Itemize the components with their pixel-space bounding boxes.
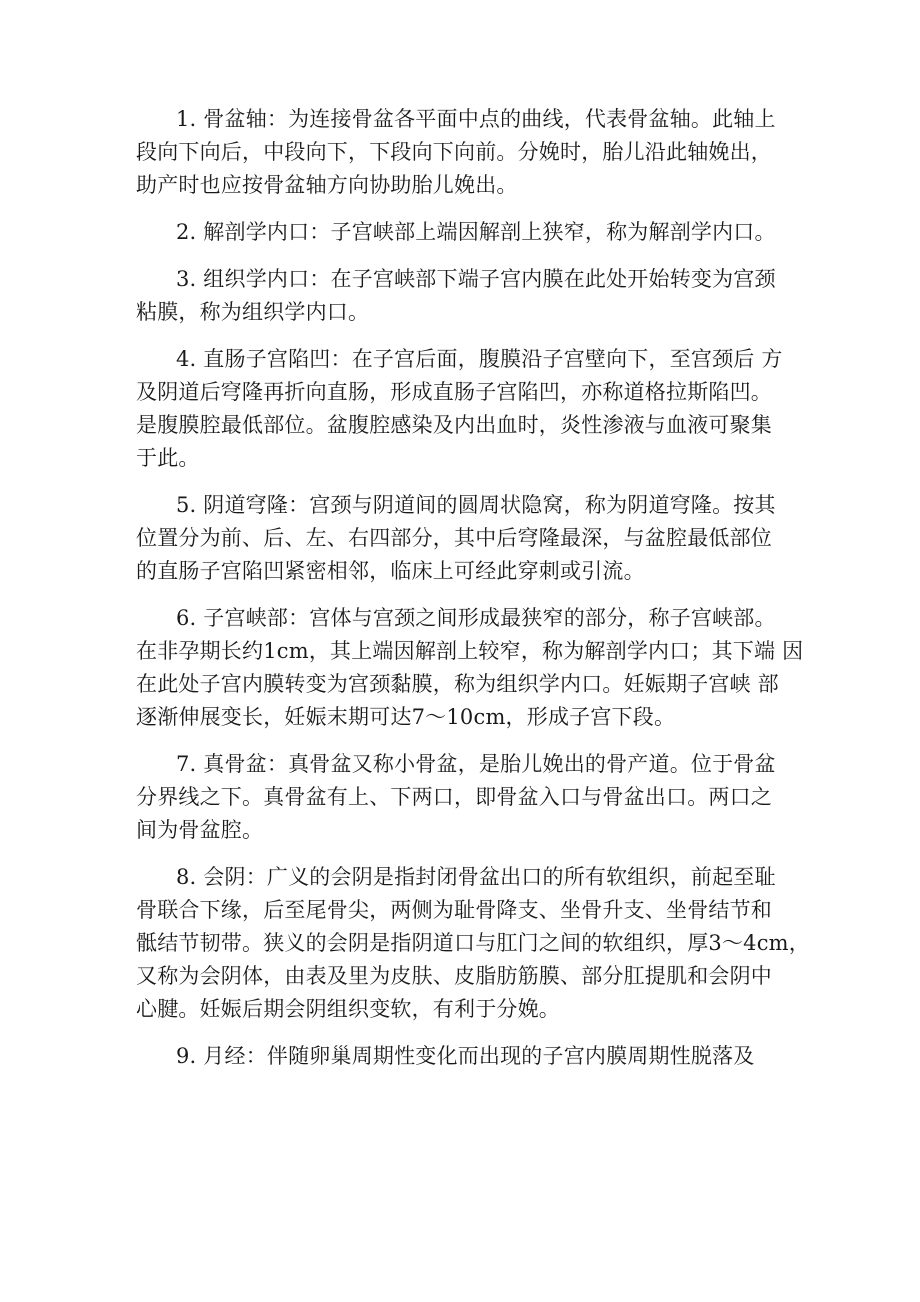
text-line: 7. 真骨盆：真骨盆又称小骨盆，是胎儿娩出的骨产道。位于骨盆: [176, 752, 776, 776]
text-line: 助产时也应按骨盆轴方向协助胎儿娩出。: [136, 173, 518, 197]
paragraph-7: [136, 748, 800, 847]
paragraph-2: [136, 216, 800, 249]
paragraph-6: [136, 602, 804, 734]
text-line: 逐渐伸展变长，妊娠末期可达7〜10cm，形成子宫下段。: [136, 705, 676, 729]
text-line: 粘膜，称为组织学内口。: [136, 300, 370, 324]
text-line: 是腹膜腔最低部位。盆腹腔感染及内出血时，炎性渗液与血液可聚集: [136, 413, 772, 437]
text-line: 于此。: [136, 446, 200, 470]
text-line: 8. 会阴：广义的会阴是指封闭骨盆出口的所有软组织，前起至耻: [176, 865, 776, 889]
text-line: 在此处子宫内膜转变为宫颈黏膜，称为组织学内口。妊娠期子宫峡 部: [136, 672, 779, 696]
text-line: 的直肠子宫陷凹紧密相邻，临床上可经此穿刺或引流。: [136, 559, 645, 583]
text-line: 9. 月经：伴随卵巢周期性变化而出现的子宫内膜周期性脱落及: [176, 1044, 755, 1068]
document-body: [136, 103, 810, 1087]
text-line: 在非孕期长约1cm，其上端因解剖上较窄，称为解剖学内口；其下端 因: [136, 639, 804, 663]
text-line: 段向下向后，中段向下，下段向下向前。分娩时，胎儿沿此轴娩出，: [136, 140, 772, 164]
paragraph-5: [136, 489, 800, 588]
text-line: 又称为会阴体，由表及里为皮肤、皮脂肪筋膜、部分肛提肌和会阴中: [136, 964, 772, 988]
text-line: 间为骨盆腔。: [136, 818, 264, 842]
paragraph-8: [136, 861, 810, 1026]
text-line: 心腱。妊娠后期会阴组织变软，有利于分娩。: [136, 997, 560, 1021]
paragraph-3: [136, 263, 800, 329]
text-line: 分界线之下。真骨盆有上、下两口，即骨盆入口与骨盆出口。两口之: [136, 785, 772, 809]
text-line: 及阴道后穹隆再折向直肠，形成直肠子宫陷凹，亦称道格拉斯陷凹。: [136, 380, 772, 404]
text-line: 骶结节韧带。狭义的会阴是指阴道口与肛门之间的软组织，厚3〜4cm，: [136, 931, 810, 955]
text-line: 3. 组织学内口：在子宫峡部下端子宫内膜在此处开始转变为宫颈: [176, 267, 776, 291]
text-line: 骨联合下缘，后至尾骨尖，两侧为耻骨降支、坐骨升支、坐骨结节和: [136, 898, 772, 922]
text-line: 5. 阴道穹隆：宫颈与阴道间的圆周状隐窝，称为阴道穹隆。按其: [176, 493, 776, 517]
text-line: 位置分为前、后、左、右四部分，其中后穹隆最深，与盆腔最低部位: [136, 526, 772, 550]
text-line: 4. 直肠子宫陷凹：在子宫后面，腹膜沿子宫壁向下，至宫颈后 方: [176, 347, 783, 371]
paragraph-9: [136, 1040, 800, 1073]
paragraph-4: [136, 343, 800, 475]
paragraph-1: [136, 103, 800, 202]
text-line: 6. 子宫峡部：宫体与宫颈之间形成最狭窄的部分，称子宫峡部。: [176, 606, 776, 630]
text-line: 2. 解剖学内口：子宫峡部上端因解剖上狭窄，称为解剖学内口。: [176, 220, 776, 244]
text-line: 1. 骨盆轴：为连接骨盆各平面中点的曲线，代表骨盆轴。此轴上: [176, 107, 776, 131]
